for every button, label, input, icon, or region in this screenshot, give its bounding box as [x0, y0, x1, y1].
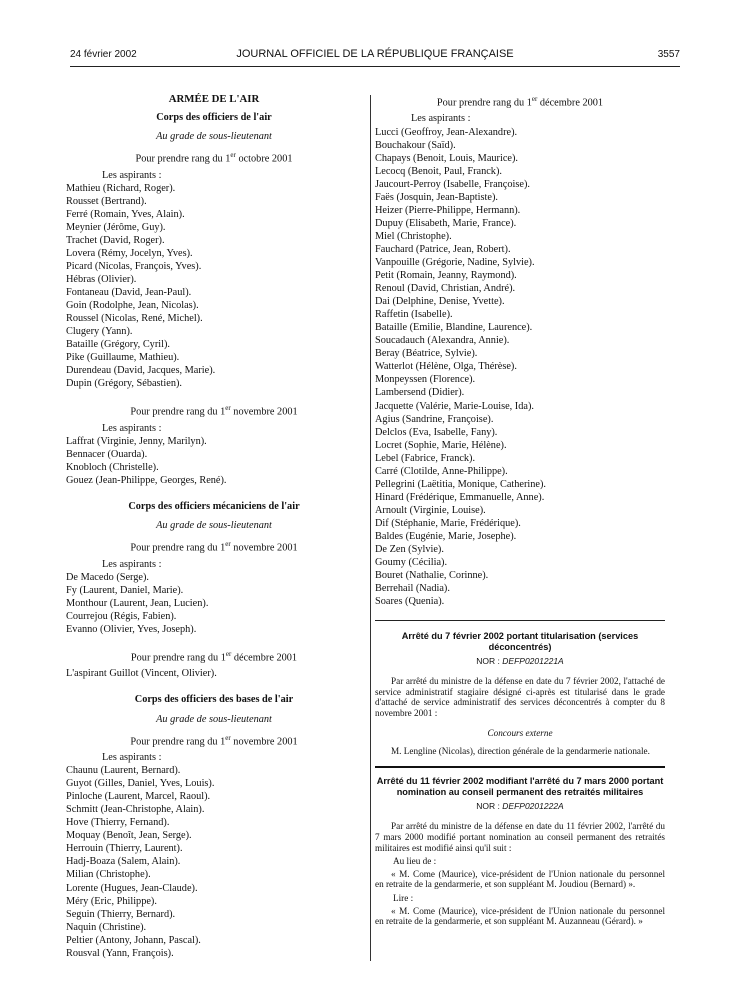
section-title: ARMÉE DE L'AIR: [168, 93, 260, 105]
name-entry: Chapays (Benoit, Louis, Maurice).: [375, 152, 518, 164]
corps-title: Corps des officiers des bases de l'air: [134, 694, 294, 706]
name-entry: Fy (Laurent, Daniel, Marie).: [66, 584, 184, 596]
name-entry: Chaunu (Laurent, Bernard).: [66, 765, 181, 777]
name-entry: De Macedo (Serge).: [66, 571, 150, 583]
quote-text: « M. Come (Maurice), vice-président de l'Union nationale du personnel en retraite de la gendarmerie, et son suppléant M. Joudiou (Bernard) ».: [375, 868, 665, 890]
name-entry: Berrehail (Nadia).: [375, 583, 450, 595]
corps-title: Corps des officiers mécaniciens de l'air: [128, 501, 300, 513]
section-rule: [375, 620, 665, 621]
nor-label: NOR :: [476, 656, 500, 667]
name-entry: Monthour (Laurent, Jean, Lucien).: [66, 597, 209, 609]
name-entry: De Zen (Sylvie).: [375, 544, 444, 556]
person-line: M. Lengline (Nicolas), direction générale de la gendarmerie nationale.: [391, 745, 650, 756]
au-lieu-label: Au lieu de :: [393, 856, 437, 867]
name-entry: Hadj-Boaza (Salem, Alain).: [66, 856, 181, 868]
name-list: [66, 571, 362, 636]
name-entry: Courrejou (Régis, Fabien).: [66, 610, 177, 622]
name-entry: Moquay (Benoît, Jean, Serge).: [66, 830, 192, 842]
corps-title: Corps des officiers de l'air: [156, 112, 272, 124]
rang-line: Pour prendre rang du 1er décembre 2001: [436, 95, 604, 109]
name-entry: Jaucourt-Perroy (Isabelle, Françoise).: [375, 178, 530, 190]
name-entry: Agius (Sandrine, Françoise).: [375, 413, 494, 425]
name-entry: Lebel (Fabrice, Franck).: [375, 452, 476, 464]
rang-line: Pour prendre rang du 1er novembre 2001: [130, 733, 298, 747]
grade-line: Au grade de sous-lieutenant: [156, 713, 272, 725]
name-list: [66, 435, 362, 487]
nor-reference: [375, 800, 665, 813]
name-entry: Clugery (Yann).: [66, 326, 133, 338]
arrete-title: Arrêté du 7 février 2002 portant titularisation (services déconcentrés): [401, 631, 639, 652]
lire-label: Lire :: [393, 892, 414, 903]
header-date: 24 février 2002: [70, 49, 137, 60]
header-page-number: 3557: [657, 49, 680, 60]
name-entry: Lambersend (Didier).: [375, 387, 465, 399]
arrete-text: Par arrêté du ministre de la défense en date du 11 février 2002, l'arrêté du 7 mars 2000 modifié portant nomination au conseil permanent des retraités militaires est modifié ainsi qu'il suit :: [375, 821, 665, 853]
name-entry: Lecocq (Benoit, Paul, Franck).: [375, 165, 502, 177]
name-entry: Watterlot (Hélène, Olga, Thérèse).: [375, 361, 517, 373]
column-divider: [370, 95, 371, 961]
name-entry: Ferré (Romain, Yves, Alain).: [66, 208, 185, 220]
left-column: [66, 93, 362, 960]
name-entry: Seguin (Thierry, Bernard).: [66, 908, 176, 920]
name-entry: Locret (Sophie, Marie, Hélène).: [375, 439, 507, 451]
name-entry: Bataille (Emilie, Blandine, Laurence).: [375, 322, 533, 334]
name-entry: Lucci (Geoffroy, Jean-Alexandre).: [375, 126, 518, 138]
aspirants-label: Les aspirants :: [102, 422, 162, 434]
name-entry: Miel (Christophe).: [375, 230, 452, 242]
name-entry: Rousval (Yann, François).: [66, 947, 174, 959]
name-entry: Fontaneau (David, Jean-Paul).: [66, 287, 192, 299]
nor-code: DEFP0201222A: [502, 801, 564, 812]
grade-line: Au grade de sous-lieutenant: [156, 520, 272, 532]
name-entry: Pellegrini (Laëtitia, Monique, Catherine).: [375, 478, 546, 490]
name-entry: Goumy (Cécilia).: [375, 557, 448, 569]
rang-line: Pour prendre rang du 1er novembre 2001: [130, 404, 298, 418]
name-entry: Rousset (Bertrand).: [66, 195, 147, 207]
name-entry: Baldes (Eugénie, Marie, Josephe).: [375, 530, 517, 542]
name-entry: Gouez (Jean-Philippe, Georges, René).: [66, 475, 227, 487]
name-entry: Dupuy (Elisabeth, Marie, France).: [375, 217, 517, 229]
name-entry: Hove (Thierry, Fernand).: [66, 817, 170, 829]
name-entry: Beray (Béatrice, Sylvie).: [375, 348, 478, 360]
name-entry: Raffetin (Isabelle).: [375, 309, 453, 321]
name-entry: Laffrat (Virginie, Jenny, Marilyn).: [66, 435, 207, 447]
name-entry: Hinard (Frédérique, Emmanuelle, Anne).: [375, 491, 545, 503]
nor-code: DEFP0201221A: [502, 656, 564, 667]
grade-line: Au grade de sous-lieutenant: [156, 131, 272, 143]
name-entry: Milian (Christophe).: [66, 869, 151, 881]
nor-label: NOR :: [476, 801, 500, 812]
name-entry: Herrouin (Thierry, Laurent).: [66, 843, 183, 855]
nor-reference: [375, 655, 665, 668]
name-entry: Dif (Stéphanie, Marie, Frédérique).: [375, 517, 521, 529]
name-entry: Schmitt (Jean-Christophe, Alain).: [66, 804, 205, 816]
name-entry: Bennacer (Ouarda).: [66, 448, 148, 460]
header-rule: [70, 66, 680, 67]
name-entry: Pinloche (Laurent, Marcel, Raoul).: [66, 791, 211, 803]
name-entry: Fauchard (Patrice, Jean, Robert).: [375, 243, 511, 255]
name-entry: Dupin (Grégory, Sébastien).: [66, 378, 183, 390]
name-entry: Bataille (Grégory, Cyril).: [66, 339, 170, 351]
aspirant-single: L'aspirant Guillot (Vincent, Olivier).: [66, 668, 217, 680]
name-entry: Faës (Josquin, Jean-Baptiste).: [375, 191, 498, 203]
name-entry: Goin (Rodolphe, Jean, Nicolas).: [66, 300, 199, 312]
name-entry: Lorente (Hugues, Jean-Claude).: [66, 882, 198, 894]
name-entry: Bouret (Nathalie, Corinne).: [375, 570, 489, 582]
page-header: [70, 46, 680, 66]
name-entry: Bouchakour (Saïd).: [375, 139, 456, 151]
name-entry: Monpeyssen (Florence).: [375, 374, 476, 386]
name-entry: Peltier (Antony, Johann, Pascal).: [66, 934, 201, 946]
name-entry: Naquin (Christine).: [66, 921, 147, 933]
name-entry: Hébras (Olivier).: [66, 273, 137, 285]
name-entry: Knobloch (Christelle).: [66, 462, 159, 474]
name-list: [66, 182, 362, 391]
name-entry: Soares (Quenia).: [375, 596, 445, 608]
arrete-text: Par arrêté du ministre de la défense en date du 7 février 2002, l'attaché de service administratif stagiaire désigné ci-après est titularisé dans le grade d'attaché de service administratif des services déconcentrés à compter du 8 novembre 2001 :: [375, 676, 665, 719]
name-entry: Mathieu (Richard, Roger).: [66, 182, 176, 194]
name-entry: Carré (Clotilde, Anne-Philippe).: [375, 465, 508, 477]
aspirants-label: Les aspirants :: [102, 558, 162, 570]
quote-text: « M. Come (Maurice), vice-président de l'Union nationale du personnel en retraite de la gendarmerie, et son suppléant M. Auzanneau (Gérard). »: [375, 905, 665, 927]
name-entry: Dai (Delphine, Denise, Yvette).: [375, 296, 505, 308]
name-entry: Picard (Nicolas, François, Yves).: [66, 260, 202, 272]
name-list: [375, 126, 665, 609]
rang-line: Pour prendre rang du 1er novembre 2001: [130, 540, 298, 554]
name-entry: Arnoult (Virginie, Louise).: [375, 504, 486, 516]
rang-line: Pour prendre rang du 1er décembre 2001: [130, 649, 298, 664]
aspirants-label: Les aspirants :: [102, 169, 162, 181]
section-rule: [375, 766, 665, 768]
name-entry: Guyot (Gilles, Daniel, Yves, Louis).: [66, 778, 215, 790]
name-entry: Méry (Eric, Philippe).: [66, 895, 157, 907]
name-entry: Jacquette (Valérie, Marie-Louise, Ida).: [375, 400, 534, 412]
arrete-title: Arrêté du 11 février 2002 modifiant l'arrêté du 7 mars 2000 portant nomination au conseil permanent des retraités militaires: [376, 776, 664, 797]
header-journal-title: JOURNAL OFFICIEL DE LA RÉPUBLIQUE FRANÇAISE: [236, 48, 514, 60]
name-entry: Evanno (Olivier, Yves, Joseph).: [66, 623, 197, 635]
rang-line: Pour prendre rang du 1er octobre 2001: [135, 151, 293, 165]
aspirants-label: Les aspirants :: [411, 113, 471, 125]
name-entry: Vanpouille (Grégorie, Nadine, Sylvie).: [375, 256, 535, 268]
name-entry: Lovera (Rémy, Jocelyn, Yves).: [66, 247, 193, 259]
name-entry: Roussel (Nicolas, René, Michel).: [66, 313, 203, 325]
name-entry: Trachet (David, Roger).: [66, 234, 165, 246]
name-entry: Petit (Romain, Jeanny, Raymond).: [375, 270, 517, 282]
name-entry: Meynier (Jérôme, Guy).: [66, 221, 166, 233]
name-entry: Durendeau (David, Jacques, Marie).: [66, 365, 216, 377]
name-entry: Heizer (Pierre-Philippe, Hermann).: [375, 204, 521, 216]
name-list: [66, 764, 362, 960]
right-column: [375, 93, 665, 927]
aspirants-label: Les aspirants :: [102, 752, 162, 764]
concours-label: Concours externe: [487, 727, 553, 738]
name-entry: Renoul (David, Christian, André).: [375, 283, 516, 295]
name-entry: Pike (Guillaume, Mathieu).: [66, 352, 180, 364]
name-entry: Soucadauch (Alexandra, Annie).: [375, 335, 510, 347]
name-entry: Delclos (Eva, Isabelle, Fany).: [375, 426, 498, 438]
